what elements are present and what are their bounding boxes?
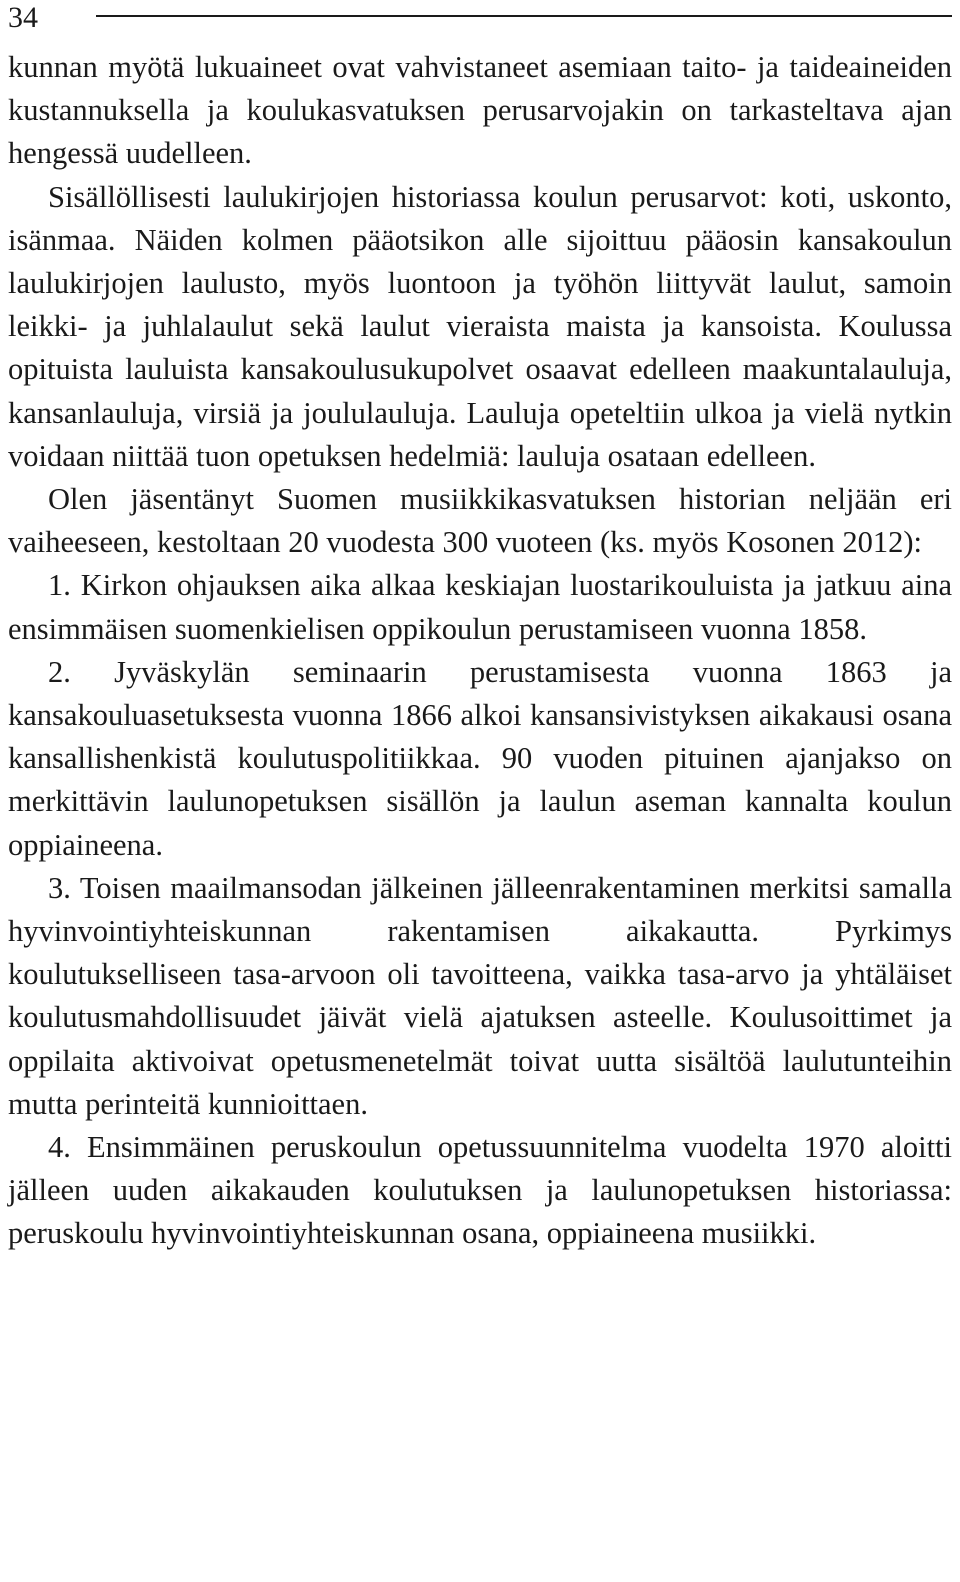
header-rule	[96, 15, 952, 17]
list-item-period-3: 3. Toisen maailmansodan jälkeinen jälleenrakentaminen merkitsi samalla hyvinvointiyhteiskunnan rakentamisen aikakautta. Pyrkimys koulutukselliseen tasa-arvoon oli tavoitteena, vaikka tasa-arvo ja yhtäläiset koulutusmahdollisuudet jäivät vielä ajatuksen asteelle. Koulusoittimet ja oppilaita aktivoivat opetusmenetelmät toivat uutta sisältöä laulutunteihin mutta perinteitä kunnioittaen.	[8, 870, 952, 1121]
list-item-period-4: 4. Ensimmäinen peruskoulun opetussuunnitelma vuodelta 1970 aloitti jälleen uuden aikakauden koulutuksen ja laulunopetuksen historiassa: peruskoulu hyvinvointiyhteiskunnan osana, oppiaineena musiikki.	[8, 1130, 952, 1251]
list-item-period-1: 1. Kirkon ohjauksen aika alkaa keskiajan luostarikouluista ja jatkuu aina ensimmäisen suomenkielisen oppikoulun perustamiseen vuonna 1858.	[8, 568, 952, 646]
paragraph-continuation: kunnan myötä lukuaineet ovat vahvistaneet asemiaan taito- ja taideaineiden kustannuksella ja koulukasvatuksen perusarvojakin on tarkasteltava ajan hengessä uudelleen.	[8, 50, 952, 171]
paragraph-content-overview: Sisällöllisesti laulukirjojen historiassa koulun perusarvot: koti, uskonto, isänmaa. Näiden kolmen pääotsikon alle sijoittuu pääosin kansakoulun laulukirjojen laulusto, myös luontoon ja työhön liittyvät laulut, samoin leikki- ja juhlalaulut sekä laulut vieraista maista ja kansoista. Koulussa opituista lauluista kansakoulusukupolvet osaavat edelleen maakuntalauluja, kansanlauluja, virsiä ja joululauluja. Lauluja opeteltiin ulkoa ja vielä nytkin voidaan niittää tuon opetuksen hedelmiä: lauluja osataan edelleen.	[8, 179, 952, 473]
document-page	[8, 0, 952, 1256]
page-number: 34	[8, 1, 38, 34]
body-text	[8, 46, 952, 1256]
page-header	[8, 0, 952, 46]
paragraph-periodization-intro: Olen jäsentänyt Suomen musiikkikasvatuksen historian neljään eri vaiheeseen, kestoltaan 20 vuodesta 300 vuoteen (ks. myös Kosonen 2012):	[8, 482, 952, 560]
list-item-period-2: 2. Jyväskylän seminaarin perustamisesta vuonna 1863 ja kansakouluasetuksesta vuonna 1866 alkoi kansansivistyksen aikakausi osana kansallishenkistä koulutuspolitiikkaa. 90 vuoden pituinen ajanjakso on merkittävin laulunopetuksen sisällön ja laulun aseman kannalta koulun oppiaineena.	[8, 654, 952, 862]
